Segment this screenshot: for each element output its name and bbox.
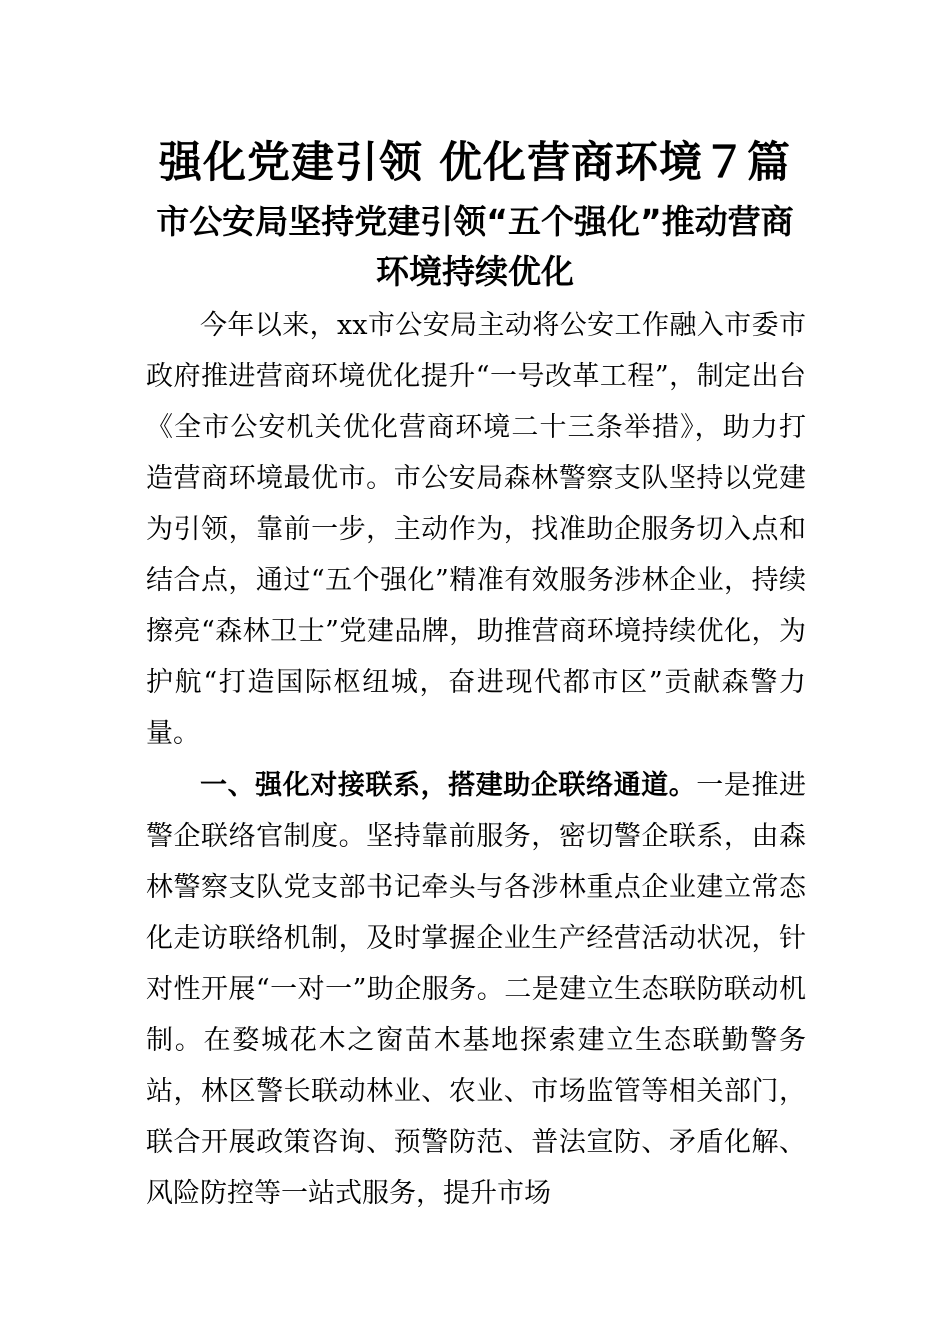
paragraph-section-one [146,760,806,1219]
article-body [146,300,806,1219]
section-heading: 一、强化对接联系，搭建助企联络通道。 [200,770,697,801]
paragraph-text: 一是推进警企联络官制度。坚持靠前服务，密切警企联系，由森林警察支队党支部书记牵头与各涉林重点企业建立常态化走访联络机制，及时掌握企业生产经营活动状况，针对性开展“一对一”助企服务。二是建立生态联防联动机制。在婺城花木之窗苗木基地探索建立生态联勤警务站，林区警长联动林业、农业、市场监管等相关部门，联合开展政策咨询、预警防范、普法宣防、矛盾化解、风险防控等一站式服务，提升市场 [146,770,807,1209]
paragraph-intro [146,300,806,759]
paragraph-text: 今年以来，xx市公安局主动将公安工作融入市委市政府推进营商环境优化提升“一号改革工程”，制定出台《全市公安机关优化营商环境二十三条举措》，助力打造营商环境最优市。市公安局森林警察支队坚持以党建为引领，靠前一步，主动作为，找准助企服务切入点和结合点，通过“五个强化”精准有效服务涉林企业，持续擦亮“森林卫士”党建品牌，助推营商环境持续优化，为护航“打造国际枢纽城，奋进现代都市区”贡献森警力量。 [146,310,806,749]
document-title: 强化党建引领 优化营商环境７篇 [159,138,791,188]
article-subtitle: 市公安局坚持党建引领“五个强化”推动营商环境持续优化 [156,202,794,291]
